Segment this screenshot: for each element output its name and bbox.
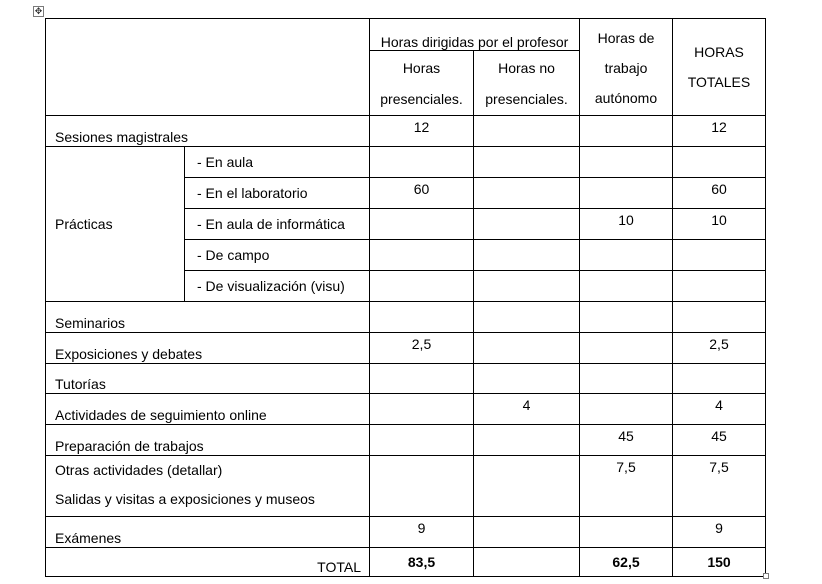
table-resize-handle-icon[interactable] [763, 573, 769, 579]
header-totales [673, 19, 766, 116]
row-label-preparacion: Preparación de trabajos [46, 425, 370, 456]
row-label-en-aula: - En aula [185, 147, 370, 178]
cell-otras-presenciales [370, 456, 474, 517]
cell-tutorias-no-presenciales [474, 364, 580, 394]
cell-seguimiento-total: 4 [673, 394, 766, 425]
table-row [46, 364, 766, 394]
cell-sesiones-total: 12 [673, 116, 766, 147]
cell-tutorias-total [673, 364, 766, 394]
cell-campo-presenciales [370, 240, 474, 271]
cell-exposiciones-no-presenciales [474, 333, 580, 364]
header-no-presenciales [474, 51, 580, 116]
otras-detail: Salidas y visitas a exposiciones y museos [55, 491, 315, 507]
header-autonomo-line2: trabajo [604, 60, 648, 76]
table-row [46, 394, 766, 425]
header-autonomo-line3: autónomo [594, 90, 658, 106]
table-move-handle-icon[interactable]: ✥ [34, 6, 43, 16]
table-row [46, 302, 766, 333]
cell-total-no-presenciales [474, 548, 580, 577]
cell-seminarios-autonomo [580, 302, 673, 333]
row-label-examenes: Exámenes [46, 517, 370, 548]
header-presenciales-line1: Horas [402, 60, 441, 76]
row-label-exposiciones: Exposiciones y debates [46, 333, 370, 364]
cell-preparacion-no-presenciales [474, 425, 580, 456]
cell-otras-no-presenciales [474, 456, 580, 517]
cell-visualizacion-total [673, 271, 766, 302]
cell-exposiciones-total: 2,5 [673, 333, 766, 364]
cell-seminarios-no-presenciales [474, 302, 580, 333]
row-label-sesiones: Sesiones magistrales [46, 116, 370, 147]
cell-seminarios-total [673, 302, 766, 333]
cell-laboratorio-presenciales: 60 [370, 178, 474, 209]
row-label-seminarios: Seminarios [46, 302, 370, 333]
header-group-dirigidas: Horas dirigidas por el profesor [370, 19, 580, 51]
table-row [46, 425, 766, 456]
cell-sesiones-autonomo [580, 116, 673, 147]
cell-tutorias-autonomo [580, 364, 673, 394]
cell-campo-autonomo [580, 240, 673, 271]
cell-preparacion-total: 45 [673, 425, 766, 456]
row-label-informatica: - En aula de informática [185, 209, 370, 240]
header-no-presenciales-line1: Horas no [498, 60, 555, 76]
cell-visualizacion-presenciales [370, 271, 474, 302]
cell-preparacion-presenciales [370, 425, 474, 456]
cell-informatica-presenciales [370, 209, 474, 240]
cell-informatica-no-presenciales [474, 209, 580, 240]
header-autonomo-line1: Horas de [597, 30, 655, 46]
row-label-tutorias: Tutorías [46, 364, 370, 394]
cell-seguimiento-autonomo [580, 394, 673, 425]
cell-exposiciones-presenciales: 2,5 [370, 333, 474, 364]
header-totales-line1: HORAS [694, 44, 744, 60]
cell-preparacion-autonomo: 45 [580, 425, 673, 456]
cell-tutorias-presenciales [370, 364, 474, 394]
cell-laboratorio-total: 60 [673, 178, 766, 209]
cell-laboratorio-no-presenciales [474, 178, 580, 209]
cell-en-aula-autonomo [580, 147, 673, 178]
row-label-total: TOTAL [46, 548, 370, 577]
table-row [46, 517, 766, 548]
otras-label: Otras actividades (detallar) [55, 462, 223, 478]
cell-otras-total: 7,5 [673, 456, 766, 517]
cell-examenes-autonomo [580, 517, 673, 548]
cell-sesiones-presenciales: 12 [370, 116, 474, 147]
table-row-total [46, 548, 766, 577]
row-label-campo: - De campo [185, 240, 370, 271]
cell-en-aula-no-presenciales [474, 147, 580, 178]
cell-visualizacion-autonomo [580, 271, 673, 302]
cell-examenes-total: 9 [673, 517, 766, 548]
cell-informatica-autonomo: 10 [580, 209, 673, 240]
cell-examenes-no-presenciales [474, 517, 580, 548]
cell-total-presenciales: 83,5 [370, 548, 474, 577]
cell-campo-total [673, 240, 766, 271]
cell-laboratorio-autonomo [580, 178, 673, 209]
header-no-presenciales-line2: presenciales. [485, 91, 568, 107]
hours-table [45, 18, 766, 577]
cell-visualizacion-no-presenciales [474, 271, 580, 302]
cell-examenes-presenciales: 9 [370, 517, 474, 548]
cell-campo-no-presenciales [474, 240, 580, 271]
cell-seminarios-presenciales [370, 302, 474, 333]
cell-sesiones-no-presenciales [474, 116, 580, 147]
header-presenciales-line2: presenciales. [380, 91, 463, 107]
row-label-otras [46, 456, 370, 517]
header-totales-line2: TOTALES [687, 74, 751, 90]
cell-seguimiento-no-presenciales: 4 [474, 394, 580, 425]
cell-otras-autonomo: 7,5 [580, 456, 673, 517]
row-label-practicas: Prácticas [46, 147, 185, 302]
header-empty-cell [46, 19, 370, 116]
table-row [46, 147, 766, 178]
header-autonomo [580, 19, 673, 116]
cell-informatica-total: 10 [673, 209, 766, 240]
cell-total-autonomo: 62,5 [580, 548, 673, 577]
cell-seguimiento-presenciales [370, 394, 474, 425]
header-presenciales [370, 51, 474, 116]
cell-en-aula-total [673, 147, 766, 178]
row-label-visualizacion: - De visualización (visu) [185, 271, 370, 302]
cell-exposiciones-autonomo [580, 333, 673, 364]
table-row [46, 456, 766, 517]
table-row [46, 116, 766, 147]
table-row [46, 333, 766, 364]
cell-en-aula-presenciales [370, 147, 474, 178]
row-label-laboratorio: - En el laboratorio [185, 178, 370, 209]
row-label-seguimiento: Actividades de seguimiento online [46, 394, 370, 425]
cell-total-total: 150 [673, 548, 766, 577]
